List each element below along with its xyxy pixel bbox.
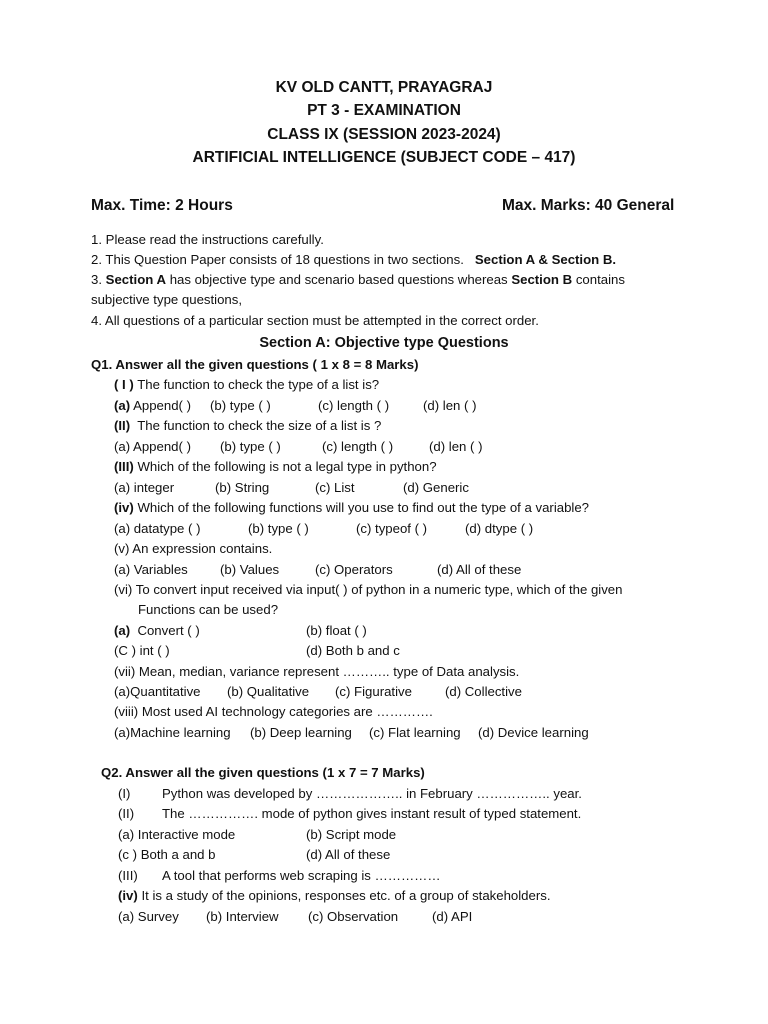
q1-ii-text: The function to check the size of a list is ? bbox=[137, 418, 382, 433]
instruction-2-text: 2. This Question Paper consists of 18 questions in two sections. bbox=[91, 252, 464, 267]
instruction-3 bbox=[91, 272, 625, 288]
q1-viii-question: (viii) Most used AI technology categories are …………. bbox=[114, 704, 433, 719]
max-time: Max. Time: 2 Hours bbox=[91, 197, 233, 214]
q1-v-option-c: (c) Operators bbox=[315, 562, 393, 577]
subject-title: ARTIFICIAL INTELLIGENCE (SUBJECT CODE – 417) bbox=[192, 149, 576, 166]
q1-vii-option-c: (c) Figurative bbox=[335, 684, 412, 699]
instruction-2 bbox=[91, 252, 616, 268]
q1-vii-question: (vii) Mean, median, variance represent ……….. type of Data analysis. bbox=[114, 664, 520, 679]
q1-v-option-d: (d) All of these bbox=[437, 562, 522, 577]
option-label: (a) bbox=[114, 398, 131, 413]
q1-iii-number: (III) bbox=[114, 459, 134, 474]
instruction-3-continued: subjective type questions, bbox=[91, 292, 243, 307]
q1-iv-option-a: (a) datatype ( ) bbox=[114, 521, 201, 536]
q2-iv-option-b: (b) Interview bbox=[206, 909, 279, 924]
instruction-3-section-a: Section A bbox=[105, 272, 167, 287]
q1-viii-option-a: (a)Machine learning bbox=[114, 725, 231, 740]
instruction-3-section-b: Section B bbox=[511, 272, 573, 287]
q1-i-option-a bbox=[114, 398, 191, 414]
q1-heading: Q1. Answer all the given questions ( 1 x 8 = 8 Marks) bbox=[91, 357, 419, 372]
q1-i-question bbox=[114, 377, 379, 393]
q2-iv-option-c: (c) Observation bbox=[308, 909, 399, 924]
q2-ii-option-a: (a) Interactive mode bbox=[118, 827, 236, 842]
q2-iv-option-d: (d) API bbox=[432, 909, 473, 924]
instruction-3-text: has objective type and scenario based questions whereas bbox=[169, 272, 508, 287]
instruction-4: 4. All questions of a particular section must be attempted in the correct order. bbox=[91, 313, 539, 328]
q1-ii-option-c: (c) length ( ) bbox=[322, 439, 394, 454]
q2-i-question: Python was developed by ……………….. in February …………….. year. bbox=[162, 786, 582, 801]
q1-iii-option-a: (a) integer bbox=[114, 480, 175, 495]
q1-vi-option-a bbox=[114, 623, 200, 639]
q1-vi-option-d: (d) Both b and c bbox=[306, 643, 400, 658]
q1-ii-number: (II) bbox=[114, 418, 131, 433]
school-name: KV OLD CANTT, PRAYAGRAJ bbox=[275, 79, 493, 96]
instruction-3-num: 3. bbox=[91, 272, 102, 287]
q1-viii-option-b: (b) Deep learning bbox=[250, 725, 352, 740]
q1-i-text: The function to check the type of a list is? bbox=[137, 377, 380, 392]
class-session: CLASS IX (SESSION 2023-2024) bbox=[267, 126, 501, 143]
q1-vii-option-a: (a)Quantitative bbox=[114, 684, 201, 699]
option-label: (a) bbox=[114, 623, 131, 638]
q1-iv-question bbox=[114, 500, 589, 516]
q1-vi-question-continued: Functions can be used? bbox=[138, 602, 279, 617]
q2-iv-question bbox=[118, 888, 551, 904]
q1-vi-question: (vi) To convert input received via input( ) of python in a numeric type, which of the given bbox=[114, 582, 623, 597]
exam-title: PT 3 - EXAMINATION bbox=[307, 102, 461, 119]
q1-ii-question bbox=[114, 418, 381, 434]
q1-ii-option-b: (b) type ( ) bbox=[220, 439, 281, 454]
q1-iii-option-d: (d) Generic bbox=[403, 480, 469, 495]
instruction-1: 1. Please read the instructions carefully. bbox=[91, 232, 324, 247]
q1-iv-option-c: (c) typeof ( ) bbox=[356, 521, 428, 536]
q2-iv-option-a: (a) Survey bbox=[118, 909, 179, 924]
q2-iii-number: (III) bbox=[118, 868, 138, 883]
q1-iv-text: Which of the following functions will you use to find out the type of a variable? bbox=[137, 500, 590, 515]
q1-iii-option-c: (c) List bbox=[315, 480, 355, 495]
q1-vi-option-c: (C ) int ( ) bbox=[114, 643, 170, 658]
q2-ii-option-b: (b) Script mode bbox=[306, 827, 397, 842]
instruction-2-sections: Section A & Section B. bbox=[474, 252, 617, 267]
q2-ii-number: (II) bbox=[118, 806, 135, 821]
q1-iii-text: Which of the following is not a legal type in python? bbox=[137, 459, 437, 474]
q2-ii-question: The ……………. mode of python gives instant result of typed statement. bbox=[162, 806, 582, 821]
q1-iv-number: (iv) bbox=[114, 500, 134, 515]
q1-i-option-d: (d) len ( ) bbox=[423, 398, 477, 413]
q2-iv-number: (iv) bbox=[118, 888, 138, 903]
q1-iii-option-b: (b) String bbox=[215, 480, 270, 495]
q1-i-option-b: (b) type ( ) bbox=[210, 398, 271, 413]
instruction-3-contains: contains bbox=[575, 272, 625, 287]
section-a-title: Section A: Objective type Questions bbox=[259, 335, 509, 351]
max-marks: Max. Marks: 40 General bbox=[502, 197, 675, 214]
q1-ii-option-d: (d) len ( ) bbox=[429, 439, 483, 454]
q2-iii-question: A tool that performs web scraping is …………… bbox=[162, 868, 441, 883]
q2-i-number: (I) bbox=[118, 786, 131, 801]
q1-i-number: ( I ) bbox=[114, 377, 134, 392]
q2-ii-option-c: (c ) Both a and b bbox=[118, 847, 216, 862]
q2-heading: Q2. Answer all the given questions (1 x 7 = 7 Marks) bbox=[101, 765, 425, 780]
option-text: Append( ) bbox=[133, 398, 191, 413]
q1-iv-option-b: (b) type ( ) bbox=[248, 521, 309, 536]
q1-v-option-a: (a) Variables bbox=[114, 562, 188, 577]
q1-ii-option-a: (a) Append( ) bbox=[114, 439, 191, 454]
q1-iii-question bbox=[114, 459, 437, 475]
q1-viii-option-d: (d) Device learning bbox=[478, 725, 589, 740]
q1-iv-option-d: (d) dtype ( ) bbox=[465, 521, 534, 536]
q1-i-option-c: (c) length ( ) bbox=[318, 398, 390, 413]
q2-iv-text: It is a study of the opinions, responses etc. of a group of stakeholders. bbox=[141, 888, 551, 903]
q1-v-option-b: (b) Values bbox=[220, 562, 280, 577]
q2-ii-option-d: (d) All of these bbox=[306, 847, 391, 862]
q1-vii-option-d: (d) Collective bbox=[445, 684, 522, 699]
q1-vi-option-b: (b) float ( ) bbox=[306, 623, 367, 638]
q1-vii-option-b: (b) Qualitative bbox=[227, 684, 310, 699]
option-text: Convert ( ) bbox=[137, 623, 200, 638]
q1-v-question: (v) An expression contains. bbox=[114, 541, 273, 556]
q1-viii-option-c: (c) Flat learning bbox=[369, 725, 461, 740]
